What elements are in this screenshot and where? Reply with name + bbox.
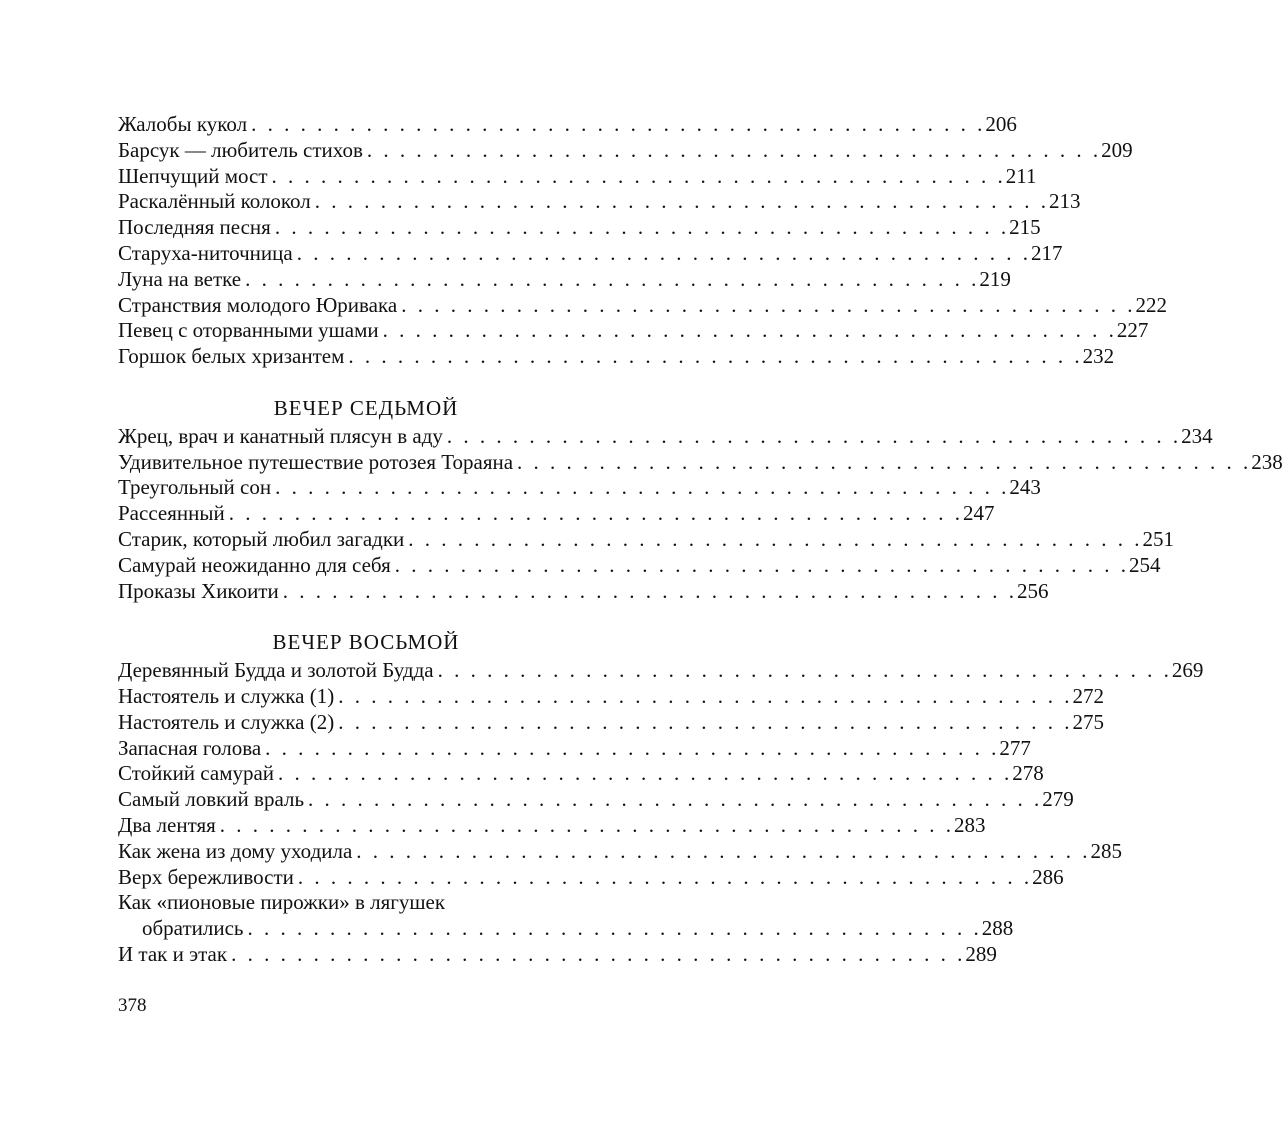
toc-entry: Самый ловкий враль . . . . . . . . . . . . . . . . . . . . . . . . . . . . . . . . . . . . . . . . . . . . . 279 <box>118 787 1074 812</box>
toc-entry: Барсук — любитель стихов . . . . . . . . . . . . . . . . . . . . . . . . . . . . . . . . . . . . . . . . . . . . . 209 <box>118 137 1133 162</box>
toc-entry-title: Удивительное путешествие ротозея Тораяна <box>118 449 514 474</box>
toc-entry-title: Самурай неожиданно для себя <box>118 552 391 577</box>
toc-entry-page: 277 <box>999 735 1031 760</box>
toc-entry: Проказы Хикоити . . . . . . . . . . . . . . . . . . . . . . . . . . . . . . . . . . . . . . . . . . . . . 256 <box>118 578 1049 603</box>
toc-entry-title: Последняя песня <box>118 215 271 240</box>
toc-entry-page: 215 <box>1009 215 1041 240</box>
toc-entry-title: Жрец, врач и канатный плясун в аду <box>118 423 443 448</box>
toc-entry-page: 247 <box>962 501 995 526</box>
toc-entry-page: 206 <box>985 112 1017 136</box>
toc-entry: Как жена из дому уходила . . . . . . . . . . . . . . . . . . . . . . . . . . . . . . . . . . . . . . . . . . . . . 285 <box>118 838 1123 863</box>
toc-entry: Раскалённый колокол . . . . . . . . . . . . . . . . . . . . . . . . . . . . . . . . . . . . . . . . . . . . . 213 <box>118 189 1081 214</box>
page-number: 378 <box>118 995 147 1016</box>
toc-entry-title: Настоятель и служка (2) <box>118 709 335 734</box>
toc-entry: обратились . . . . . . . . . . . . . . . . . . . . . . . . . . . . . . . . . . . . . . . . . . . . . 288 <box>142 916 1014 941</box>
toc-entry-title: Самый ловкий враль <box>118 787 305 812</box>
toc-entry: Луна на ветке . . . . . . . . . . . . . . . . . . . . . . . . . . . . . . . . . . . . . . . . . . . . . 219 <box>118 266 1011 291</box>
toc-entry-title: Настоятель и служка (1) <box>118 683 335 708</box>
toc-entry-page: 232 <box>1082 344 1115 369</box>
toc-entry: Запасная голова . . . . . . . . . . . . . . . . . . . . . . . . . . . . . . . . . . . . . . . . . . . . . 277 <box>118 735 1031 760</box>
toc-entry-title: Старуха-ниточница <box>118 240 293 265</box>
toc-entry-title: Верх бережливости <box>118 864 294 889</box>
toc-entry-page: 279 <box>1042 787 1074 812</box>
toc-entry-page: 285 <box>1090 838 1123 863</box>
toc-entry: Самурай неожиданно для себя . . . . . . . . . . . . . . . . . . . . . . . . . . . . . . . . . . . . . . . . . . . . . 254 <box>118 552 1161 577</box>
toc-entry-page: 275 <box>1072 709 1104 734</box>
toc-entry-title: Певец с оторванными ушами <box>118 318 379 343</box>
toc-entry: Жрец, врач и канатный плясун в аду . . . . . . . . . . . . . . . . . . . . . . . . . . . . . . . . . . . . . . . . . . . . . 234 <box>118 423 1213 448</box>
toc-entry: Настоятель и служка (2) . . . . . . . . . . . . . . . . . . . . . . . . . . . . . . . . . . . . . . . . . . . . . 275 <box>118 709 1104 734</box>
toc-entry-page: 289 <box>965 941 997 966</box>
toc-entry-title: Как жена из дому уходила <box>118 838 353 863</box>
toc-entry: Шепчущий мост . . . . . . . . . . . . . . . . . . . . . . . . . . . . . . . . . . . . . . . . . . . . . 211 <box>118 163 1037 188</box>
toc-entry-first-line <box>118 890 614 916</box>
toc-entry-page: 288 <box>981 916 1014 941</box>
toc-entry: Горшок белых хризантем . . . . . . . . . . . . . . . . . . . . . . . . . . . . . . . . . . . . . . . . . . . . . 232 <box>118 344 1115 369</box>
toc-entry: Жалобы кукол . . . . . . . . . . . . . . . . . . . . . . . . . . . . . . . . . . . . . . . . . . . . . 206 <box>118 112 1017 136</box>
toc-entry-page: 278 <box>1012 761 1044 786</box>
toc-entry-page: 213 <box>1049 189 1081 214</box>
toc-entry-title: И так и этак <box>118 941 228 966</box>
toc-entry: Два лентяя . . . . . . . . . . . . . . . . . . . . . . . . . . . . . . . . . . . . . . . . . . . . . 283 <box>118 812 986 837</box>
toc-entry-title: Деревянный Будда и золотой Будда <box>118 658 434 683</box>
toc-entry-page: 209 <box>1101 137 1133 162</box>
toc-entry-title: Странствия молодого Юривака <box>118 292 398 317</box>
toc-entry-page: 222 <box>1135 292 1167 317</box>
toc-entry: Удивительное путешествие ротозея Тораяна . . . . . . . . . . . . . . . . . . . . . . . . . . . . . . . . . . . . . . . . . . . . . 238 <box>118 449 1283 474</box>
toc-entry-title: Жалобы кукол <box>118 112 248 136</box>
toc-entry-page: 227 <box>1116 318 1149 343</box>
toc-entry: Треугольный сон . . . . . . . . . . . . . . . . . . . . . . . . . . . . . . . . . . . . . . . . . . . . . 243 <box>118 475 1041 500</box>
toc-entry-page: 251 <box>1142 526 1175 551</box>
toc-entry-title: Рассеянный <box>118 501 225 526</box>
toc-entry: Верх бережливости . . . . . . . . . . . . . . . . . . . . . . . . . . . . . . . . . . . . . . . . . . . . . 286 <box>118 864 1064 889</box>
toc-entry-page: 217 <box>1030 240 1063 265</box>
toc-entry-page: 272 <box>1072 683 1104 708</box>
table-of-contents <box>118 112 1283 968</box>
toc-entry-page: 211 <box>1005 163 1037 188</box>
toc-section <box>118 395 1283 604</box>
toc-entry-title: Проказы Хикоити <box>118 578 279 603</box>
toc-entry-page: 243 <box>1009 475 1041 500</box>
toc-entry-page: 256 <box>1016 578 1049 603</box>
toc-entry-title: Запасная голова <box>118 735 262 760</box>
toc-entry: Рассеянный . . . . . . . . . . . . . . . . . . . . . . . . . . . . . . . . . . . . . . . . . . . . . 247 <box>118 501 995 526</box>
toc-entry-title: Стойкий самурай <box>118 761 275 786</box>
toc-entry: Настоятель и служка (1) . . . . . . . . . . . . . . . . . . . . . . . . . . . . . . . . . . . . . . . . . . . . . 272 <box>118 683 1104 708</box>
toc-entry-page: 283 <box>954 812 986 837</box>
toc-entry-title: Старик, который любил загадки <box>118 526 405 551</box>
toc-entry-title: Раскалённый колокол <box>118 189 311 214</box>
toc-entry: Старуха-ниточница . . . . . . . . . . . . . . . . . . . . . . . . . . . . . . . . . . . . . . . . . . . . . 217 <box>118 240 1063 265</box>
section-heading: ВЕЧЕР СЕДЬМОЙ <box>273 395 459 420</box>
toc-entry: Странствия молодого Юривака . . . . . . . . . . . . . . . . . . . . . . . . . . . . . . . . . . . . . . . . . . . . . 222 <box>118 292 1167 317</box>
toc-entry-title: Барсук — любитель стихов <box>118 137 363 162</box>
toc-section <box>118 112 1167 370</box>
toc-entry-page: 286 <box>1032 864 1064 889</box>
toc-entry: Последняя песня . . . . . . . . . . . . . . . . . . . . . . . . . . . . . . . . . . . . . . . . . . . . . 215 <box>118 215 1041 240</box>
toc-entry-page: 219 <box>979 266 1011 291</box>
toc-entry-page: 234 <box>1181 423 1213 448</box>
toc-section <box>118 630 1204 967</box>
toc-entry: И так и этак . . . . . . . . . . . . . . . . . . . . . . . . . . . . . . . . . . . . . . . . . . . . . 289 <box>118 941 997 966</box>
toc-entry: Старик, который любил загадки . . . . . . . . . . . . . . . . . . . . . . . . . . . . . . . . . . . . . . . . . . . . . 251 <box>118 526 1175 551</box>
toc-entry: Певец с оторванными ушами . . . . . . . . . . . . . . . . . . . . . . . . . . . . . . . . . . . . . . . . . . . . . 227 <box>118 318 1149 343</box>
toc-entry-page: 269 <box>1171 658 1204 683</box>
toc-entry-page: 254 <box>1128 552 1161 577</box>
section-heading: ВЕЧЕР ВОСЬМОЙ <box>272 630 460 655</box>
toc-entry-title-continued: обратились <box>142 916 244 941</box>
toc-entry-title: Два лентяя <box>118 812 216 837</box>
toc-entry-title: Треугольный сон <box>118 475 272 500</box>
toc-entry: Деревянный Будда и золотой Будда . . . . . . . . . . . . . . . . . . . . . . . . . . . . . . . . . . . . . . . . . . . . . 269 <box>118 658 1204 683</box>
toc-entry-title: Как «пионовые пирожки» в лягушек <box>118 890 446 915</box>
toc-entry: Стойкий самурай . . . . . . . . . . . . . . . . . . . . . . . . . . . . . . . . . . . . . . . . . . . . . 278 <box>118 761 1044 786</box>
toc-entry-title: Шепчущий мост <box>118 163 268 188</box>
toc-entry-title: Горшок белых хризантем <box>118 344 345 369</box>
toc-entry-page: 238 <box>1251 449 1283 474</box>
toc-entry-title: Луна на ветке <box>118 266 242 291</box>
